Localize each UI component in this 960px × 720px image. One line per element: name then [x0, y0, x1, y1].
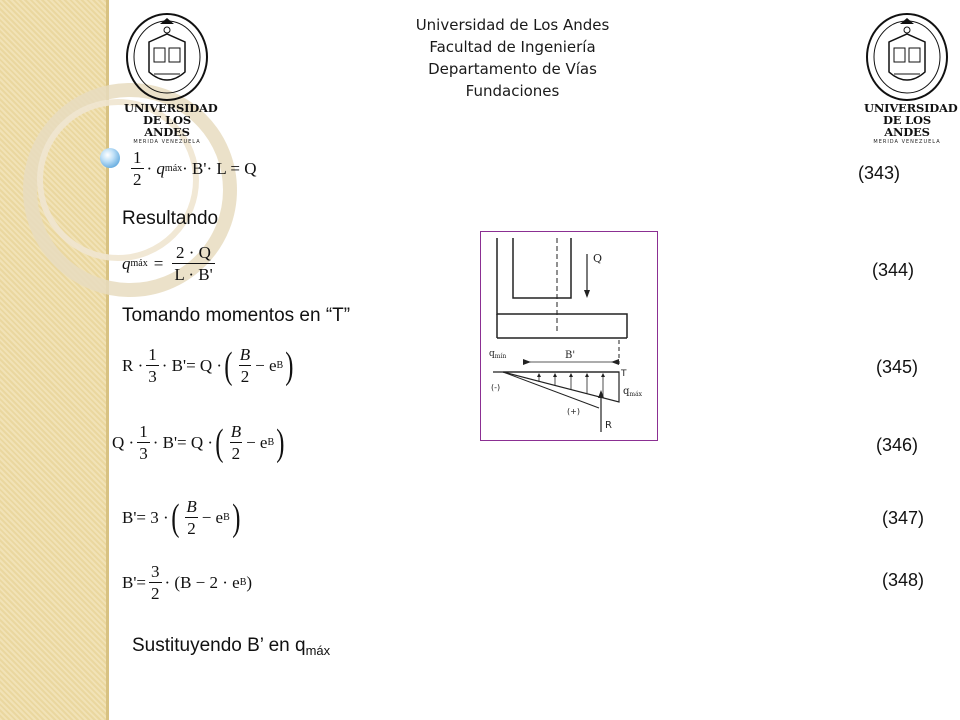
minus-e: − e — [255, 355, 277, 375]
denominator: 2 — [187, 519, 196, 538]
numerator: B — [239, 345, 251, 364]
header-course: Fundaciones — [465, 82, 560, 100]
logo-subtitle: MERIDA VENEZUELA — [133, 139, 201, 145]
numerator: 1 — [148, 345, 157, 364]
fraction-2q-over-lb — [172, 243, 214, 284]
equation-343: $\frac{1}{2}$ · q máx · B'· L = Q — [133, 148, 257, 189]
numerator: 1 — [133, 148, 142, 167]
denominator: 2 — [133, 170, 142, 189]
logo-subtitle: MERIDA VENEZUELA — [873, 139, 941, 145]
denominator: 2 — [231, 444, 241, 463]
foundation-pressure-figure — [480, 231, 658, 441]
q-symbol: q — [156, 158, 165, 178]
point-t-label: T — [621, 369, 627, 379]
footing-diagram — [481, 232, 657, 440]
fraction-b-half — [184, 497, 198, 538]
q-subscript: máx — [164, 163, 183, 174]
equation-lhs: R · — [122, 355, 144, 375]
logo-name-line1: UNIVERSIDAD — [124, 101, 218, 115]
denominator: 2 — [151, 584, 160, 603]
denominator: 2 — [240, 367, 250, 386]
equation-number-343: (343) — [858, 163, 901, 183]
text-sustituyendo — [132, 635, 330, 658]
fraction-b-half — [238, 345, 252, 386]
e-subscript: B — [267, 437, 275, 448]
equation-middle: · (B − 2 · e — [164, 572, 240, 592]
equals-sign: = — [153, 253, 164, 273]
load-q-label: Q — [593, 252, 603, 265]
qmax-label — [623, 386, 643, 398]
sustituyendo-main: Sustituyendo B’ en q — [132, 635, 306, 656]
e-subscript: B — [276, 360, 284, 371]
equation-344 — [122, 243, 218, 284]
denominator: 3 — [139, 444, 148, 463]
fraction-b-half — [229, 422, 243, 463]
qmin-symbol: q — [489, 349, 495, 359]
sustituyendo-subscript: máx — [305, 643, 331, 658]
fraction-one-half — [131, 148, 144, 189]
fraction-three-halves — [149, 562, 162, 603]
equation-lhs: Q · — [112, 432, 135, 452]
equation-number-345: (345) — [876, 357, 919, 377]
equation-middle: · B'= Q · — [152, 432, 214, 452]
header-faculty: Facultad de Ingeniería — [429, 38, 596, 56]
equation-number-344: (344) — [872, 260, 915, 280]
text-resultando: Resultando — [122, 208, 219, 229]
university-seal-icon — [124, 12, 210, 102]
qmin-subscript: mín — [494, 353, 507, 360]
bullet-icon — [100, 148, 120, 168]
text-tomando-momentos: Tomando momentos en “T” — [122, 305, 351, 326]
e-subscript: B — [239, 577, 247, 588]
numerator: B — [186, 497, 197, 516]
logo-name-line1: UNIVERSIDAD — [864, 101, 958, 115]
slide-header — [340, 14, 685, 102]
qmax-symbol: q — [623, 386, 630, 397]
numerator: 1 — [139, 422, 148, 441]
minus-e: − e — [201, 507, 224, 527]
header-university: Universidad de Los Andes — [415, 16, 610, 34]
closing-paren: ) — [246, 572, 253, 592]
university-logo-left — [124, 12, 218, 145]
resultant-r-label: R — [605, 420, 612, 431]
fraction-one-third — [146, 345, 159, 386]
equation-number-346: (346) — [876, 435, 919, 455]
equation-middle: · B'= Q · — [161, 355, 223, 375]
q-subscript: máx — [130, 258, 148, 269]
qmax-subscript: máx — [629, 391, 643, 398]
university-seal-icon — [864, 12, 950, 102]
positive-zone-label: (+) — [567, 407, 580, 416]
equation-rest: · B'· L = Q — [182, 158, 257, 178]
logo-name-line2: DE LOS ANDES — [143, 113, 191, 139]
e-subscript: B — [223, 512, 230, 523]
university-logo-right — [864, 12, 958, 145]
equation-347: B'= 3 · ( $\frac{B}{2}$ − e B ) — [122, 496, 241, 539]
q-symbol: q — [122, 253, 131, 273]
denominator: L · B' — [174, 265, 213, 284]
equation-lhs: B'= — [122, 572, 146, 592]
numerator: 2 · Q — [176, 243, 211, 262]
b-prime-label: B' — [565, 350, 576, 361]
fraction-one-third — [137, 422, 150, 463]
negative-zone-label: (-) — [491, 383, 501, 392]
equation-lhs: B'= 3 · — [122, 507, 169, 527]
header-department: Departamento de Vías — [428, 60, 597, 78]
numerator: 3 — [151, 562, 160, 581]
minus-e: − e — [246, 432, 268, 452]
equation-346: Q · $\frac{1}{3}$ · B'= Q · ( $\frac{B}{2}$ − e B ) — [112, 421, 285, 464]
equation-number-348: (348) — [882, 570, 925, 590]
denominator: 3 — [148, 367, 157, 386]
numerator: B — [230, 422, 242, 441]
qmin-label — [489, 349, 506, 360]
equation-348 — [122, 562, 252, 603]
equation-345: R · $\frac{1}{3}$ · B'= Q · ( $\frac{B}{2}$ − e B ) — [122, 344, 294, 387]
logo-name-line2: DE LOS ANDES — [883, 113, 931, 139]
equation-number-347: (347) — [882, 508, 925, 528]
